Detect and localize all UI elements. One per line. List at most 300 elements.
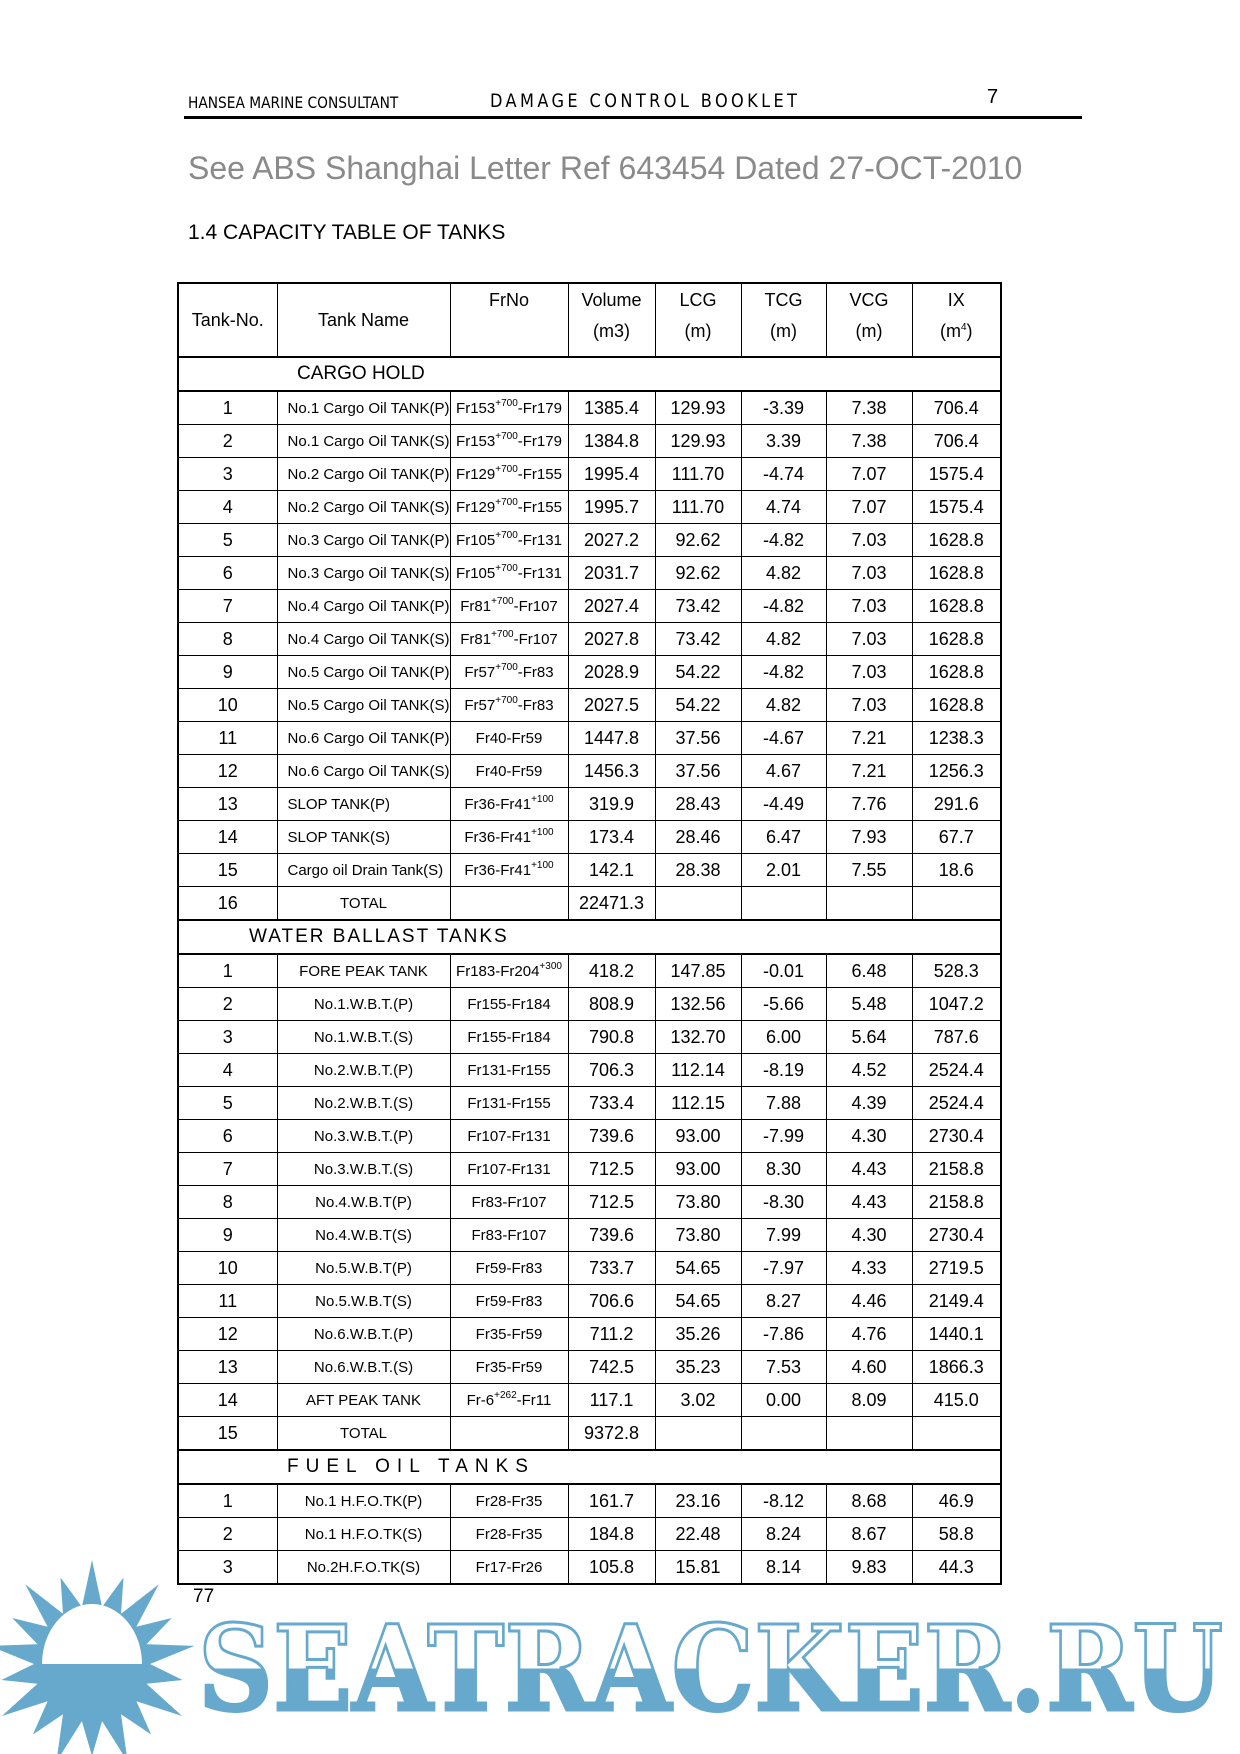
cell-tcg: 4.74 xyxy=(741,491,826,524)
cell-ix: 2730.4 xyxy=(912,1120,1001,1153)
header-label: LCG xyxy=(679,290,717,310)
table-row xyxy=(178,656,1001,689)
cell-frame-no: Fr59-Fr83 xyxy=(450,1285,568,1318)
cell-frame-no: $Fr153^{+700}-Fr179$ xyxy=(450,391,568,425)
cell-tcg: 8.30 xyxy=(741,1153,826,1186)
cell-tcg: -8.30 xyxy=(741,1186,826,1219)
cell-vcg: 4.60 xyxy=(826,1351,912,1384)
cell-frame-no: $Fr-6^{+262}-Fr11$ xyxy=(450,1384,568,1417)
cell-frame-no: $Fr105^{+700}-Fr131$ xyxy=(450,557,568,590)
cell-lcg: 132.56 xyxy=(655,988,741,1021)
cell-frame-no: Fr35-Fr59 xyxy=(450,1318,568,1351)
table-row xyxy=(178,458,1001,491)
cell-tcg: -8.12 xyxy=(741,1484,826,1518)
table-row xyxy=(178,1021,1001,1054)
cell-ix: 1575.4 xyxy=(912,458,1001,491)
cell-ix: 528.3 xyxy=(912,954,1001,988)
cell-frame-no: $Fr81^{+700}-Fr107$ xyxy=(450,623,568,656)
cell-lcg: 73.80 xyxy=(655,1186,741,1219)
cell-ix: 1047.2 xyxy=(912,988,1001,1021)
table-row xyxy=(178,1318,1001,1351)
cell-volume: 9372.8 xyxy=(568,1417,655,1451)
cell-vcg: 7.03 xyxy=(826,623,912,656)
seatracker-logo xyxy=(0,1560,1240,1754)
cell-lcg: 129.93 xyxy=(655,425,741,458)
cell-tank-name: No.6 Cargo Oil TANK(P) xyxy=(277,722,450,755)
cell-tank-no: 3 xyxy=(178,1551,277,1585)
cell-volume: 1385.4 xyxy=(568,391,655,425)
cell-frame-no: Fr131-Fr155 xyxy=(450,1087,568,1120)
cell-tcg: 8.14 xyxy=(741,1551,826,1585)
cell-vcg: 4.33 xyxy=(826,1252,912,1285)
cell-volume: 2027.4 xyxy=(568,590,655,623)
cell-volume: 2028.9 xyxy=(568,656,655,689)
cell-ix: 706.4 xyxy=(912,391,1001,425)
cell-tank-no: 3 xyxy=(178,1021,277,1054)
cell-frame-no: Fr155-Fr184 xyxy=(450,1021,568,1054)
cell-tank-name: No.5.W.B.T(P) xyxy=(277,1252,450,1285)
table-row xyxy=(178,623,1001,656)
cell-ix: 2719.5 xyxy=(912,1252,1001,1285)
cell-frame-no xyxy=(450,887,568,921)
cell-ix: 2524.4 xyxy=(912,1054,1001,1087)
section-row xyxy=(178,357,1001,391)
header-unit: (m3) xyxy=(593,321,630,341)
cell-lcg: 111.70 xyxy=(655,458,741,491)
table-row xyxy=(178,1252,1001,1285)
cell-lcg: 73.42 xyxy=(655,590,741,623)
cell-lcg: 37.56 xyxy=(655,755,741,788)
cell-lcg xyxy=(655,1417,741,1451)
section-heading: CARGO HOLD xyxy=(178,357,1001,391)
cell-tank-no: 9 xyxy=(178,1219,277,1252)
cell-tank-name: No.2.W.B.T.(S) xyxy=(277,1087,450,1120)
cell-lcg: 54.22 xyxy=(655,656,741,689)
cell-vcg: 8.09 xyxy=(826,1384,912,1417)
cell-tank-name: No.5 Cargo Oil TANK(S) xyxy=(277,689,450,722)
cell-volume: 1995.7 xyxy=(568,491,655,524)
cell-lcg: 22.48 xyxy=(655,1518,741,1551)
cell-vcg: 6.48 xyxy=(826,954,912,988)
cell-tank-name: No.3.W.B.T.(S) xyxy=(277,1153,450,1186)
cell-frame-no: $Fr36-Fr41^{+100}$ xyxy=(450,821,568,854)
cell-tank-no: 13 xyxy=(178,788,277,821)
cell-lcg: 54.65 xyxy=(655,1285,741,1318)
cell-tcg: -5.66 xyxy=(741,988,826,1021)
cell-volume: 2027.2 xyxy=(568,524,655,557)
table-row xyxy=(178,1417,1001,1451)
cell-tank-no: 2 xyxy=(178,425,277,458)
cell-tank-no: 10 xyxy=(178,1252,277,1285)
header-label: FrNo xyxy=(489,290,529,310)
cell-tank-name: No.1 H.F.O.TK(S) xyxy=(277,1518,450,1551)
cell-tank-no: 8 xyxy=(178,623,277,656)
cell-vcg xyxy=(826,1417,912,1451)
cell-volume: 2031.7 xyxy=(568,557,655,590)
cell-tank-no: 2 xyxy=(178,988,277,1021)
header-tank-no xyxy=(178,283,277,357)
header-frame-no xyxy=(450,283,568,357)
cell-tank-name: No.6.W.B.T.(S) xyxy=(277,1351,450,1384)
table-row xyxy=(178,1384,1001,1417)
cell-tank-name: No.4.W.B.T(S) xyxy=(277,1219,450,1252)
watermark: See ABS Shanghai Letter Ref 643454 Dated 27-OCT-2010 xyxy=(188,150,1023,186)
cell-tcg: -4.67 xyxy=(741,722,826,755)
cell-volume: 319.9 xyxy=(568,788,655,821)
cell-tank-name: No.4 Cargo Oil TANK(S) xyxy=(277,623,450,656)
cell-tank-no: 15 xyxy=(178,1417,277,1451)
cell-tank-name: No.1 Cargo Oil TANK(S) xyxy=(277,425,450,458)
cell-ix: 1628.8 xyxy=(912,524,1001,557)
cell-volume: 1384.8 xyxy=(568,425,655,458)
cell-tank-name: No.6.W.B.T.(P) xyxy=(277,1318,450,1351)
header-volume xyxy=(568,283,655,357)
cell-tcg: 7.99 xyxy=(741,1219,826,1252)
cell-tank-name: No.6 Cargo Oil TANK(S) xyxy=(277,755,450,788)
cell-tcg: 4.82 xyxy=(741,623,826,656)
cell-tank-no: 1 xyxy=(178,391,277,425)
header-tcg xyxy=(741,283,826,357)
cell-frame-no: $Fr36-Fr41^{+100}$ xyxy=(450,854,568,887)
cell-lcg: 23.16 xyxy=(655,1484,741,1518)
table-row xyxy=(178,689,1001,722)
cell-vcg: 4.46 xyxy=(826,1285,912,1318)
capacity-table xyxy=(177,282,1002,1585)
section-row xyxy=(178,920,1001,954)
cell-tcg: 2.01 xyxy=(741,854,826,887)
cell-tank-no: 6 xyxy=(178,557,277,590)
table-row xyxy=(178,1087,1001,1120)
table-row xyxy=(178,887,1001,921)
cell-volume: 1995.4 xyxy=(568,458,655,491)
cell-tank-name: SLOP TANK(S) xyxy=(277,821,450,854)
cell-tank-no: 2 xyxy=(178,1518,277,1551)
cell-volume: 706.3 xyxy=(568,1054,655,1087)
table-row xyxy=(178,788,1001,821)
table-row xyxy=(178,524,1001,557)
cell-tcg: 6.47 xyxy=(741,821,826,854)
cell-volume: 739.6 xyxy=(568,1120,655,1153)
cell-vcg: 4.30 xyxy=(826,1219,912,1252)
cell-lcg: 132.70 xyxy=(655,1021,741,1054)
cell-frame-no: Fr28-Fr35 xyxy=(450,1484,568,1518)
table-row xyxy=(178,821,1001,854)
cell-vcg: 8.68 xyxy=(826,1484,912,1518)
cell-tcg: 3.39 xyxy=(741,425,826,458)
cell-lcg: 147.85 xyxy=(655,954,741,988)
table-row xyxy=(178,854,1001,887)
cell-volume: 105.8 xyxy=(568,1551,655,1585)
cell-vcg xyxy=(826,887,912,921)
cell-vcg: 7.03 xyxy=(826,590,912,623)
document-title: DAMAGE CONTROL BOOKLET xyxy=(490,90,801,112)
cell-lcg: 54.65 xyxy=(655,1252,741,1285)
cell-frame-no: $Fr153^{+700}-Fr179$ xyxy=(450,425,568,458)
cell-tank-no: 7 xyxy=(178,590,277,623)
cell-ix: 1628.8 xyxy=(912,689,1001,722)
table-row xyxy=(178,425,1001,458)
cell-volume: 733.7 xyxy=(568,1252,655,1285)
cell-tank-name: No.3 Cargo Oil TANK(S) xyxy=(277,557,450,590)
cell-frame-no: Fr59-Fr83 xyxy=(450,1252,568,1285)
cell-tank-no: 12 xyxy=(178,755,277,788)
cell-frame-no: Fr107-Fr131 xyxy=(450,1153,568,1186)
cell-frame-no: Fr35-Fr59 xyxy=(450,1351,568,1384)
cell-vcg: 4.43 xyxy=(826,1153,912,1186)
cell-ix: 1866.3 xyxy=(912,1351,1001,1384)
cell-ix: 1256.3 xyxy=(912,755,1001,788)
section-row xyxy=(178,1450,1001,1484)
cell-ix: 1628.8 xyxy=(912,557,1001,590)
cell-tank-no: 11 xyxy=(178,1285,277,1318)
cell-tcg: 8.24 xyxy=(741,1518,826,1551)
table-row xyxy=(178,1186,1001,1219)
table-row xyxy=(178,954,1001,988)
cell-frame-no: $Fr129^{+700}-Fr155$ xyxy=(450,491,568,524)
header-unit: $(m^4)$ xyxy=(939,321,973,341)
cell-tcg: 8.27 xyxy=(741,1285,826,1318)
cell-volume: 184.8 xyxy=(568,1518,655,1551)
cell-vcg: 5.48 xyxy=(826,988,912,1021)
cell-frame-no: $Fr129^{+700}-Fr155$ xyxy=(450,458,568,491)
cell-lcg xyxy=(655,887,741,921)
cell-vcg: 7.03 xyxy=(826,689,912,722)
cell-ix: 1628.8 xyxy=(912,656,1001,689)
cell-volume: 161.7 xyxy=(568,1484,655,1518)
cell-ix: 1440.1 xyxy=(912,1318,1001,1351)
cell-tank-name: No.1 H.F.O.TK(P) xyxy=(277,1484,450,1518)
cell-vcg: 7.93 xyxy=(826,821,912,854)
header-unit: (m) xyxy=(770,321,797,341)
cell-tcg: -7.97 xyxy=(741,1252,826,1285)
cell-ix: 1628.8 xyxy=(912,590,1001,623)
table-row xyxy=(178,988,1001,1021)
header-label: Tank Name xyxy=(317,309,410,330)
cell-tank-no: 1 xyxy=(178,1484,277,1518)
cell-volume: 2027.8 xyxy=(568,623,655,656)
cell-ix: 18.6 xyxy=(912,854,1001,887)
cell-tank-name: No.1.W.B.T.(P) xyxy=(277,988,450,1021)
cell-tank-name: Cargo oil Drain Tank(S) xyxy=(277,854,450,887)
cell-tank-name: No.3 Cargo Oil TANK(P) xyxy=(277,524,450,557)
cell-tank-name: No.1 Cargo Oil TANK(P) xyxy=(277,391,450,425)
cell-lcg: 73.42 xyxy=(655,623,741,656)
cell-lcg: 3.02 xyxy=(655,1384,741,1417)
cell-ix: 2158.8 xyxy=(912,1153,1001,1186)
header-label: IX xyxy=(947,290,965,310)
cell-volume: 117.1 xyxy=(568,1384,655,1417)
header-label: TCG xyxy=(764,290,803,310)
cell-lcg: 93.00 xyxy=(655,1120,741,1153)
section-title: 1.4 CAPACITY TABLE OF TANKS xyxy=(188,221,506,244)
cell-lcg: 112.14 xyxy=(655,1054,741,1087)
cell-tcg: -0.01 xyxy=(741,954,826,988)
cell-vcg: 8.67 xyxy=(826,1518,912,1551)
cell-tcg: -4.82 xyxy=(741,524,826,557)
cell-lcg: 112.15 xyxy=(655,1087,741,1120)
cell-tank-no: 6 xyxy=(178,1120,277,1153)
cell-ix xyxy=(912,887,1001,921)
header-label: Volume xyxy=(581,290,642,310)
table-row xyxy=(178,722,1001,755)
cell-tcg: 0.00 xyxy=(741,1384,826,1417)
cell-tank-name: TOTAL xyxy=(277,1417,450,1451)
cell-frame-no: Fr83-Fr107 xyxy=(450,1219,568,1252)
cell-volume: 22471.3 xyxy=(568,887,655,921)
cell-lcg: 73.80 xyxy=(655,1219,741,1252)
cell-vcg: 7.03 xyxy=(826,524,912,557)
cell-lcg: 35.23 xyxy=(655,1351,741,1384)
cell-tank-name: No.2 Cargo Oil TANK(P) xyxy=(277,458,450,491)
page-number: 7 xyxy=(987,86,999,108)
table-row xyxy=(178,557,1001,590)
cell-tank-no: 8 xyxy=(178,1186,277,1219)
cell-frame-no: Fr40-Fr59 xyxy=(450,722,568,755)
cell-volume: 2027.5 xyxy=(568,689,655,722)
cell-tcg: 4.82 xyxy=(741,689,826,722)
section-heading: WATER BALLAST TANKS xyxy=(178,920,1001,954)
header-ix xyxy=(912,283,1001,357)
cell-vcg: 9.83 xyxy=(826,1551,912,1585)
cell-tank-no: 10 xyxy=(178,689,277,722)
logo-text: SEATRACKER.RU xyxy=(198,1599,1223,1738)
cell-ix: 706.4 xyxy=(912,425,1001,458)
cell-tcg: -4.82 xyxy=(741,590,826,623)
cell-tank-no: 16 xyxy=(178,887,277,921)
cell-vcg: 7.21 xyxy=(826,755,912,788)
cell-lcg: 93.00 xyxy=(655,1153,741,1186)
cell-lcg: 92.62 xyxy=(655,557,741,590)
cell-frame-no: $Fr183-Fr204^{+300}$ xyxy=(450,954,568,988)
cell-frame-no: Fr107-Fr131 xyxy=(450,1120,568,1153)
cell-tank-no: 14 xyxy=(178,1384,277,1417)
cell-tcg: 7.53 xyxy=(741,1351,826,1384)
header-lcg xyxy=(655,283,741,357)
cell-vcg: 7.38 xyxy=(826,425,912,458)
cell-tank-name: No.5.W.B.T(S) xyxy=(277,1285,450,1318)
section-heading: FUEL OIL TANKS xyxy=(178,1450,1001,1484)
cell-volume: 742.5 xyxy=(568,1351,655,1384)
cell-volume: 1456.3 xyxy=(568,755,655,788)
cell-tank-no: 14 xyxy=(178,821,277,854)
cell-vcg: 4.43 xyxy=(826,1186,912,1219)
cell-frame-no: Fr83-Fr107 xyxy=(450,1186,568,1219)
cell-vcg: 7.07 xyxy=(826,458,912,491)
cell-frame-no: Fr28-Fr35 xyxy=(450,1518,568,1551)
table-header-row xyxy=(178,283,1001,357)
cell-tcg: -7.99 xyxy=(741,1120,826,1153)
cell-tank-no: 13 xyxy=(178,1351,277,1384)
cell-tank-no: 1 xyxy=(178,954,277,988)
cell-vcg: 4.30 xyxy=(826,1120,912,1153)
cell-tank-name: No.1.W.B.T.(S) xyxy=(277,1021,450,1054)
cell-tcg: 6.00 xyxy=(741,1021,826,1054)
cell-tank-no: 9 xyxy=(178,656,277,689)
table-row xyxy=(178,1518,1001,1551)
cell-ix: 67.7 xyxy=(912,821,1001,854)
cell-tank-no: 3 xyxy=(178,458,277,491)
cell-frame-no: Fr131-Fr155 xyxy=(450,1054,568,1087)
cell-frame-no: $Fr57^{+700}-Fr83$ xyxy=(450,656,568,689)
cell-tcg: -4.49 xyxy=(741,788,826,821)
cell-tcg: -8.19 xyxy=(741,1054,826,1087)
header-vcg xyxy=(826,283,912,357)
cell-tank-no: 11 xyxy=(178,722,277,755)
header-divider xyxy=(184,116,1082,119)
cell-ix: 46.9 xyxy=(912,1484,1001,1518)
cell-lcg: 35.26 xyxy=(655,1318,741,1351)
cell-ix: 1575.4 xyxy=(912,491,1001,524)
cell-volume: 173.4 xyxy=(568,821,655,854)
cell-frame-no: Fr155-Fr184 xyxy=(450,988,568,1021)
cell-tank-name: No.5 Cargo Oil TANK(P) xyxy=(277,656,450,689)
cell-ix: 44.3 xyxy=(912,1551,1001,1585)
cell-frame-no xyxy=(450,1417,568,1451)
cell-tank-no: 7 xyxy=(178,1153,277,1186)
cell-volume: 711.2 xyxy=(568,1318,655,1351)
header-tank-name xyxy=(277,283,450,357)
header-unit: (m) xyxy=(684,321,712,341)
company-name: HANSEA MARINE CONSULTANT xyxy=(188,93,399,112)
cell-vcg: 7.76 xyxy=(826,788,912,821)
cell-volume: 808.9 xyxy=(568,988,655,1021)
cell-ix: 2730.4 xyxy=(912,1219,1001,1252)
cell-ix: 2524.4 xyxy=(912,1087,1001,1120)
cell-tank-no: 4 xyxy=(178,491,277,524)
cell-tcg: 7.88 xyxy=(741,1087,826,1120)
table-row xyxy=(178,1285,1001,1318)
cell-vcg: 7.03 xyxy=(826,656,912,689)
cell-ix: 58.8 xyxy=(912,1518,1001,1551)
cell-tank-no: 4 xyxy=(178,1054,277,1087)
cell-tcg: -4.74 xyxy=(741,458,826,491)
cell-vcg: 4.52 xyxy=(826,1054,912,1087)
cell-frame-no: $Fr36-Fr41^{+100}$ xyxy=(450,788,568,821)
cell-lcg: 28.46 xyxy=(655,821,741,854)
cell-tank-name: SLOP TANK(P) xyxy=(277,788,450,821)
cell-ix: 1238.3 xyxy=(912,722,1001,755)
cell-tcg: 4.82 xyxy=(741,557,826,590)
cell-tank-name: No.2 Cargo Oil TANK(S) xyxy=(277,491,450,524)
cell-lcg: 28.38 xyxy=(655,854,741,887)
cell-tcg: 4.67 xyxy=(741,755,826,788)
cell-volume: 712.5 xyxy=(568,1153,655,1186)
cell-ix: 1628.8 xyxy=(912,623,1001,656)
cell-lcg: 15.81 xyxy=(655,1551,741,1585)
cell-tank-name: No.4 Cargo Oil TANK(P) xyxy=(277,590,450,623)
table-row xyxy=(178,590,1001,623)
cell-lcg: 129.93 xyxy=(655,391,741,425)
table-row xyxy=(178,1219,1001,1252)
cell-tcg xyxy=(741,887,826,921)
table-row xyxy=(178,391,1001,425)
cell-vcg: 7.07 xyxy=(826,491,912,524)
header-label: VCG xyxy=(849,290,889,310)
cell-tank-name: No.3.W.B.T.(P) xyxy=(277,1120,450,1153)
cell-vcg: 7.03 xyxy=(826,557,912,590)
cell-volume: 418.2 xyxy=(568,954,655,988)
cell-vcg: 7.55 xyxy=(826,854,912,887)
cell-frame-no: Fr40-Fr59 xyxy=(450,755,568,788)
cell-tank-name: No.2H.F.O.TK(S) xyxy=(277,1551,450,1585)
cell-tcg: -4.82 xyxy=(741,656,826,689)
cell-ix: 2149.4 xyxy=(912,1285,1001,1318)
cell-tank-name: TOTAL xyxy=(277,887,450,921)
cell-volume: 706.6 xyxy=(568,1285,655,1318)
cell-ix: 2158.8 xyxy=(912,1186,1001,1219)
cell-frame-no: $Fr57^{+700}-Fr83$ xyxy=(450,689,568,722)
table-row xyxy=(178,1153,1001,1186)
